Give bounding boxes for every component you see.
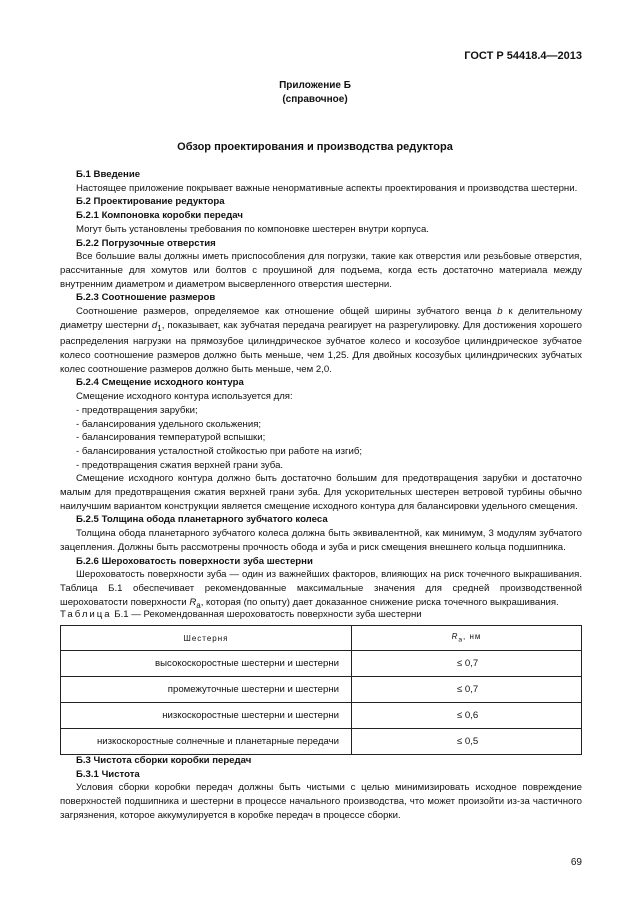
heading-b25: Б.2.5 Толщина обода планетарного зубчатого колеса bbox=[76, 514, 328, 526]
heading-b1: Б.1 Введение bbox=[76, 169, 141, 180]
cell-ra: ≤ 0,7 bbox=[352, 651, 582, 677]
list-item: - балансирования усталостной стойкостью при работе на изгиб; bbox=[76, 445, 363, 457]
text-run: Шероховатость поверхности зуба — один из важнейших факторов, влияющих на риск точечного выкрашивания. Таблица Б.1 обеспечивает рекомендованные максимальные значения для средней производственной шероховатости поверхности bbox=[60, 569, 582, 608]
heading-b22: Б.2.2 Погрузочные отверстия bbox=[76, 237, 216, 249]
cell-gear: низкоскоростные шестерни и шестерни bbox=[61, 703, 352, 729]
cell-gear: высокоскоростные шестерни и шестерни bbox=[61, 651, 352, 677]
heading-b23: Б.2.3 Соотношение размеров bbox=[76, 292, 216, 304]
table-row bbox=[61, 677, 582, 703]
table-row bbox=[61, 651, 582, 677]
cell-gear: низкоскоростные солнечные и планетарные передачи bbox=[61, 729, 352, 755]
text-run: , которая (по опыту) дает доказанное снижение риска точечного выкрашивания. bbox=[200, 596, 559, 608]
cell-gear: промежуточные шестерни и шестерни bbox=[61, 677, 352, 703]
section-body bbox=[60, 168, 582, 612]
subscript: a bbox=[196, 600, 201, 610]
paragraph-b21: Могут быть установлены требования по компоновке шестерен внутри корпуса. bbox=[76, 223, 429, 235]
appendix-title: Приложение Б bbox=[279, 80, 351, 91]
heading-b31: Б.3.1 Чистота bbox=[76, 768, 140, 780]
paragraph-b31: Условия сборки коробки передач должны быть чистыми с целью минимизировать исходное повреждение поверхностей подшипника и шестерни в процессе начального производства, что может произойти из-за частичного загрязнения, которое аккумулируется в коробке передач в процессе сборки. bbox=[60, 782, 582, 821]
heading-b26: Б.2.6 Шероховатость поверхности зуба шестерни bbox=[76, 555, 313, 567]
var-r: R bbox=[189, 596, 197, 608]
unit: , нм bbox=[463, 632, 482, 642]
table-row bbox=[61, 729, 582, 755]
subscript: a bbox=[458, 636, 464, 644]
list-item: - балансирования удельного скольжения; bbox=[76, 418, 262, 430]
subscript: 1 bbox=[157, 323, 162, 333]
caption-text: Б.1 — Рекомендованная шероховатость поверхности зуба шестерни bbox=[111, 609, 422, 620]
appendix-subtitle: (справочное) bbox=[282, 94, 348, 105]
paragraph-b23 bbox=[60, 305, 582, 376]
standard-number: ГОСТ Р 54418.4—2013 bbox=[464, 50, 582, 62]
heading-b24: Б.2.4 Смещение исходного контура bbox=[76, 377, 244, 389]
section-body-2 bbox=[60, 754, 582, 823]
heading-b2: Б.2 Проектирование редуктора bbox=[76, 196, 225, 208]
text-run: , показывает, как зубчатая передача реагирует на разрегулировку. Для достижения хорошего распределения нагрузки на прямозубое цилиндрическое зубчатое колесо и косозубое цилиндрическое зубчатое колесо соотношение размеров должно быть меньше, чем 1,25. Для двойных косозубых цилиндрических зубчатых колес соотношение размеров должно быть меньше, чем 2,0. bbox=[60, 319, 582, 375]
cell-ra: ≤ 0,5 bbox=[352, 729, 582, 755]
var-d: d bbox=[151, 319, 158, 331]
cell-ra: ≤ 0,6 bbox=[352, 703, 582, 729]
page-number: 69 bbox=[570, 857, 582, 868]
list-item: - балансирования температурой вспышки; bbox=[76, 432, 266, 444]
cell-ra: ≤ 0,7 bbox=[352, 677, 582, 703]
text-run: Соотношение размеров, определяемое как отношение общей ширины зубчатого венца bbox=[76, 306, 498, 318]
heading-b3: Б.3 Чистота сборки коробки передач bbox=[76, 755, 252, 766]
paragraph-b25: Толщина обода планетарного зубчатого колеса должна быть эквивалентной, как минимум, 3 модулям зубчатого зацепления. Должны быть рассмотрены прочность обода и зуба и риск смещения внешнего кольца подшипника. bbox=[60, 528, 582, 553]
var-r: R bbox=[451, 632, 459, 642]
table-header-row bbox=[61, 626, 582, 651]
paragraph-b24-2: Смещение исходного контура должно быть достаточно большим для предотвращения зарубки и достаточно малым для предотвращения сжатия верхней грани зуба. Для ускорительных шестерен ветровой турбины обычно наилучшим вариантом конструкции является смещение исходного контура для балансировки удельного смещения. bbox=[60, 473, 582, 512]
col-gear-header: Шестерня bbox=[61, 626, 352, 651]
text-run: к делительному диаметру шестерни bbox=[60, 306, 582, 331]
caption-prefix: Таблица bbox=[60, 609, 112, 620]
list-item: - предотвращения сжатия верхней грани зуба. bbox=[76, 459, 284, 471]
table-caption bbox=[60, 609, 422, 620]
list-item: - предотвращения зарубки; bbox=[76, 404, 198, 416]
paragraph-b22: Все большие валы должны иметь приспособления для погрузки, такие как отверстия или резьбовые отверстия, рассчитанные для хомутов или болтов с проушиной для подъема, когда есть достаточно материала между внутренним диаметром и диаметром высверленного отверстия шестерни. bbox=[60, 251, 582, 290]
heading-b21: Б.2.1 Компоновка коробки передач bbox=[76, 210, 243, 222]
paragraph-b26 bbox=[60, 568, 582, 612]
var-b: b bbox=[497, 306, 503, 318]
table-row bbox=[61, 703, 582, 729]
paragraph-b1: Настоящее приложение покрывает важные ненормативные аспекты проектирования и производства шестерни. bbox=[76, 182, 578, 194]
page-title: Обзор проектирования и производства редуктора bbox=[177, 141, 453, 153]
paragraph-b24: Смещение исходного контура используется для: bbox=[76, 391, 293, 403]
roughness-table bbox=[60, 625, 582, 755]
col-ra-header bbox=[352, 626, 582, 651]
